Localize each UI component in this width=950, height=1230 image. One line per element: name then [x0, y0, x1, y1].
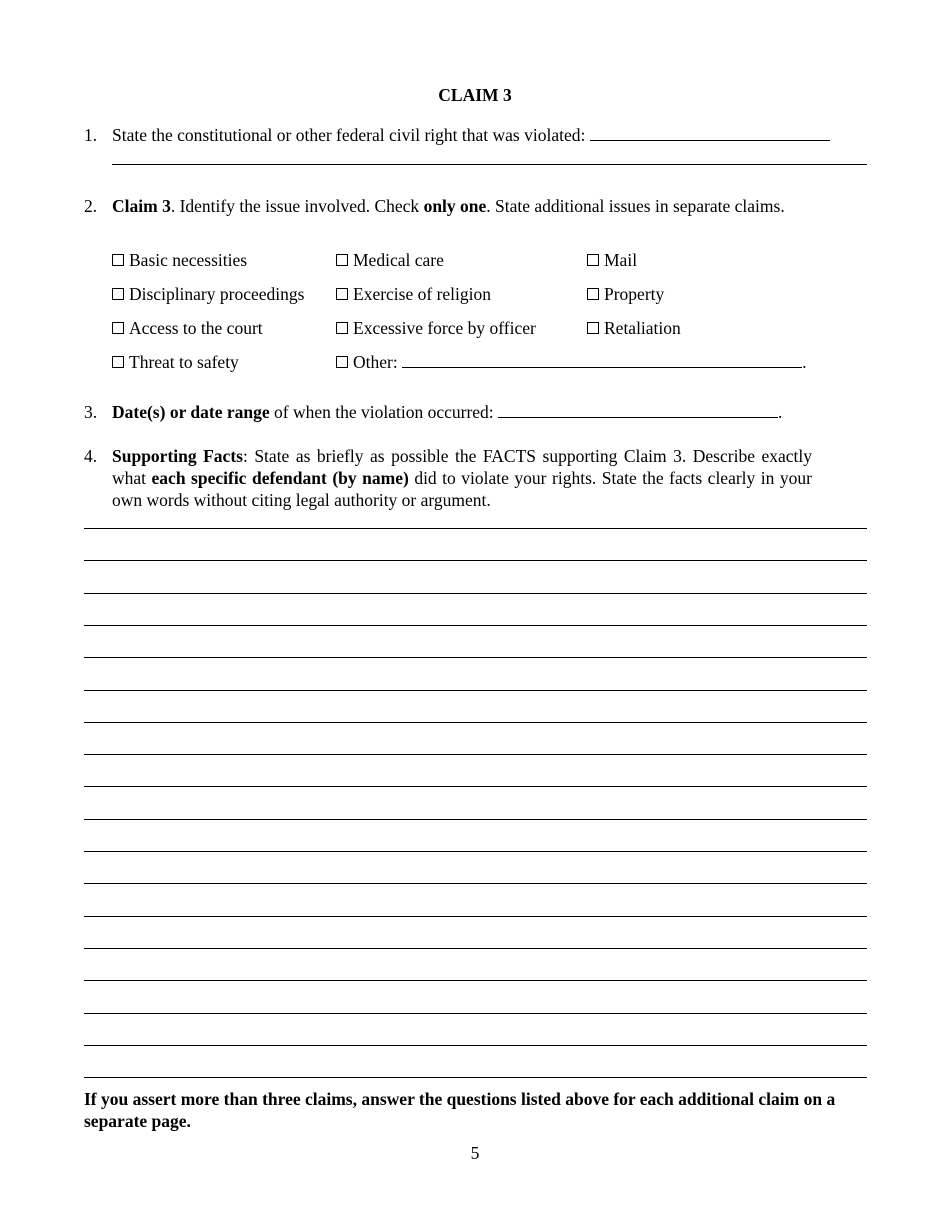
facts-answer-line[interactable] [84, 657, 867, 658]
q2-text-a: . Identify the issue involved. Check [170, 196, 424, 216]
facts-answer-line[interactable] [84, 980, 867, 981]
q1-answer-line[interactable] [112, 164, 867, 165]
checkbox-icon[interactable] [587, 288, 599, 300]
checkbox-medical-care[interactable] [336, 249, 444, 271]
q1-answer-blank[interactable] [590, 124, 830, 141]
option-label: Excessive force by officer [353, 318, 536, 338]
option-label: Mail [604, 250, 638, 270]
q2-text [112, 195, 812, 217]
option-label: Access to the court [129, 318, 263, 338]
q4-bold-defendant: each specific defendant (by name) [151, 468, 409, 488]
facts-answer-line[interactable] [84, 1045, 867, 1046]
q4-text-a: : State as briefly as possible the FACTS supporting Claim 3. Describe exactly what [112, 446, 812, 488]
q3-bold-label: Date(s) or date range [112, 402, 270, 422]
facts-answer-line[interactable] [84, 593, 867, 594]
q1-text [112, 124, 830, 146]
checkbox-disciplinary-proceedings[interactable] [112, 283, 304, 305]
q1-number: 1. [84, 125, 98, 145]
checkbox-icon[interactable] [112, 288, 124, 300]
q4-text [112, 445, 812, 511]
facts-answer-line[interactable] [84, 948, 867, 949]
q4-text-b: did to violate your rights. State the facts clearly in your own words without citing legal authority or argument. [112, 468, 812, 510]
q2-only-one: only one [423, 196, 487, 216]
facts-answer-line[interactable] [84, 851, 867, 852]
facts-answer-line[interactable] [84, 1013, 867, 1014]
q2-number: 2. [84, 196, 98, 216]
checkbox-excessive-force[interactable] [336, 317, 536, 339]
q3-label: of when the violation occurred: [269, 402, 494, 422]
q4-bold-label: Supporting Facts [112, 446, 243, 466]
checkbox-retaliation[interactable] [587, 317, 681, 339]
checkbox-threat-to-safety[interactable] [112, 351, 239, 373]
other-answer-blank[interactable] [402, 351, 802, 368]
facts-answer-line[interactable] [84, 819, 867, 820]
option-label: Basic necessities [129, 250, 248, 270]
page-title: CLAIM 3 [438, 85, 512, 105]
option-label: Disciplinary proceedings [129, 284, 305, 304]
option-label: Exercise of religion [353, 284, 492, 304]
option-label: Threat to safety [129, 352, 239, 372]
checkbox-icon[interactable] [112, 254, 124, 266]
checkbox-icon[interactable] [587, 254, 599, 266]
facts-answer-line[interactable] [84, 690, 867, 691]
facts-answer-line[interactable] [84, 560, 867, 561]
checkbox-icon[interactable] [112, 322, 124, 334]
facts-answer-line[interactable] [84, 754, 867, 755]
q2-text-b: . State additional issues in separate claims. [486, 196, 785, 216]
checkbox-mail[interactable] [587, 249, 637, 271]
q2-claim-label: Claim 3 [112, 196, 171, 216]
option-label: Retaliation [604, 318, 681, 338]
checkbox-access-to-court[interactable] [112, 317, 263, 339]
page-number: 5 [470, 1143, 480, 1163]
option-label: Property [604, 284, 665, 304]
checkbox-other[interactable]: Other: . [336, 351, 806, 373]
checkbox-icon[interactable] [336, 356, 348, 368]
option-label: Other: [353, 352, 398, 372]
checkbox-exercise-of-religion[interactable] [336, 283, 491, 305]
checkbox-icon[interactable] [336, 288, 348, 300]
checkbox-icon[interactable] [336, 254, 348, 266]
checkbox-icon[interactable] [112, 356, 124, 368]
footer-instruction: If you assert more than three claims, answer the questions listed above for each additional claim on a separate page. [84, 1089, 836, 1131]
q3-date-blank[interactable] [498, 401, 778, 418]
checkbox-icon[interactable] [587, 322, 599, 334]
q3-number: 3. [84, 402, 98, 422]
checkbox-icon[interactable] [336, 322, 348, 334]
facts-answer-line[interactable] [84, 1077, 867, 1078]
option-label: Medical care [353, 250, 444, 270]
q3-text: Date(s) or date range of when the violation occurred: . [112, 402, 783, 422]
checkbox-basic-necessities[interactable] [112, 249, 247, 271]
facts-answer-line[interactable] [84, 883, 867, 884]
facts-answer-line[interactable] [84, 722, 867, 723]
checkbox-property[interactable] [587, 283, 664, 305]
facts-answer-line[interactable] [84, 786, 867, 787]
facts-answer-line[interactable] [84, 625, 867, 626]
facts-answer-line[interactable] [84, 528, 867, 529]
facts-answer-line[interactable] [84, 916, 867, 917]
q1-label: State the constitutional or other federal civil right that was violated: [112, 125, 586, 145]
q4-number: 4. [84, 446, 98, 466]
